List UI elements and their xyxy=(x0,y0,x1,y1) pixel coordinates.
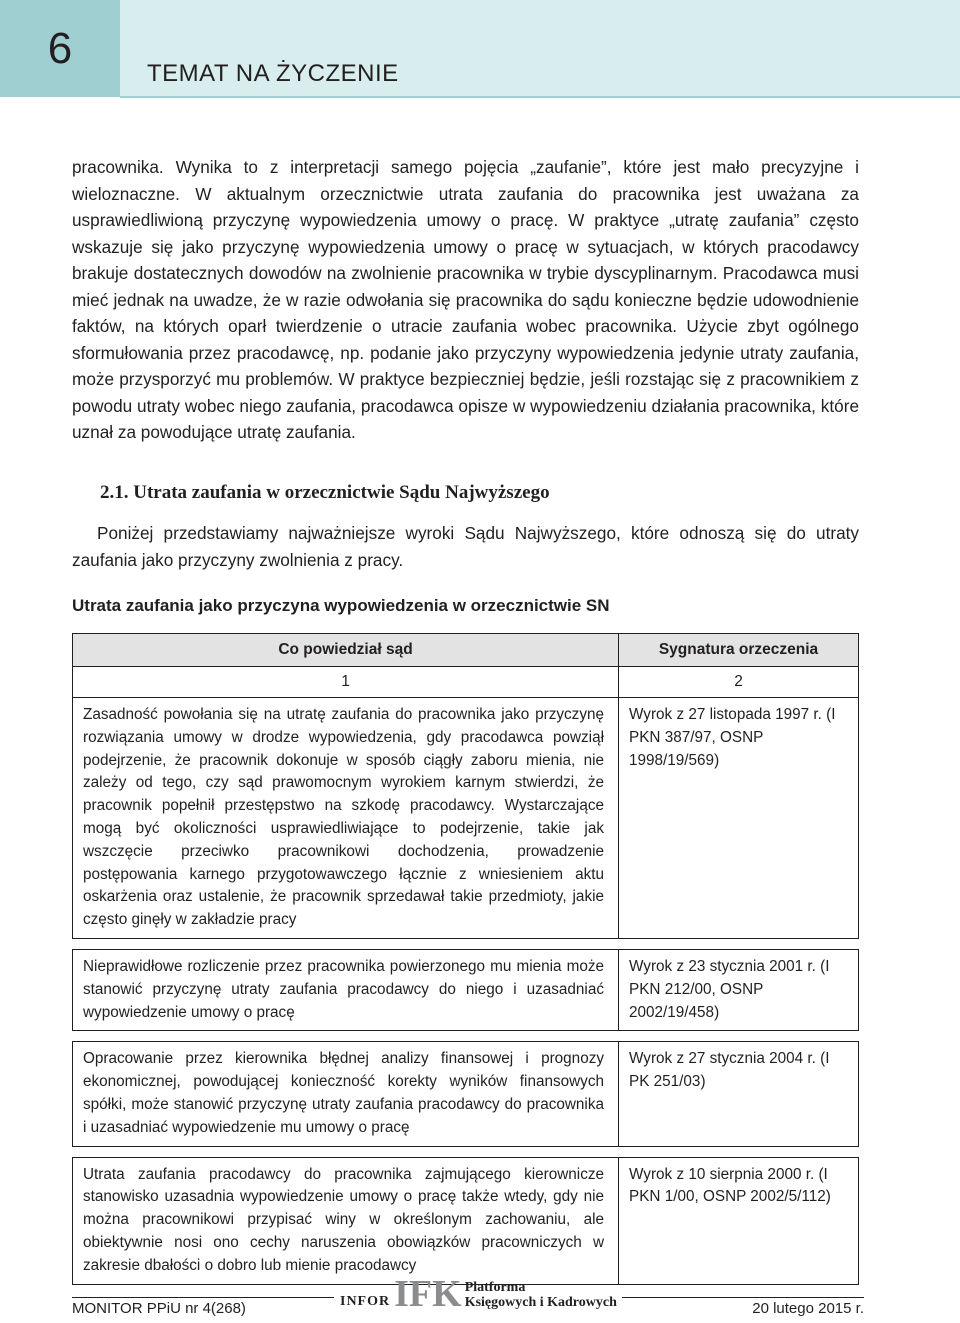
footer-date: 20 lutego 2015 r. xyxy=(752,1300,864,1317)
header-divider xyxy=(120,96,960,98)
column-number-row xyxy=(73,667,859,698)
table-row xyxy=(73,1157,859,1284)
column-number-2: 2 xyxy=(619,667,859,698)
ruling-text: Opracowanie przez kierownika błędnej analizy finansowej i prognozy ekonomicznej, powodującej konieczność korekty wyników finansowych spółki, może stanowić przyczynę utraty zaufania pracodawcy do pracownika i uzasadniać wypowiedzenie mu umowy o pracę xyxy=(73,1042,619,1146)
ruling-text: Nieprawidłowe rozliczenie przez pracownika powierzonego mu mienia może stanowić przyczynę utraty zaufania pracodawcy do niego i uzasadniać wypowiedzenie umowy o pracę xyxy=(73,949,619,1030)
footer-publication: MONITOR PPiU nr 4(268) xyxy=(72,1300,246,1317)
paragraph-text: Poniżej przedstawiamy najważniejsze wyroki Sądu Najwyższego, które odnoszą się do utraty zaufania jako przyczyny zwolnienia z pracy. xyxy=(72,523,859,570)
table-title: Utrata zaufania jako przyczyna wypowiedzenia w orzecznictwie SN xyxy=(72,596,610,615)
header-band xyxy=(0,0,960,97)
logo-line-2: Księgowych i Kadrowych xyxy=(464,1295,617,1310)
subheading: 2.1. Utrata zaufania w orzecznictwie Sądu Najwyższego xyxy=(100,482,550,503)
ruling-text: Utrata zaufania pracodawcy do pracownika zajmującego kierownicze stanowisko uzasadnia wypowiedzenie umowy o pracę także wtedy, gdy nie można pracownikowi przypisać winy w określonym zachowaniu, ale obiektywnie nosi ono cechy naruszenia obowiązków pracowniczych w zakresie dbałości o dobro lub mienie pracodawcy xyxy=(73,1157,619,1284)
ruling-signature: Wyrok z 27 listopada 1997 r. (I PKN 387/97, OSNP 1998/19/569) xyxy=(619,698,859,939)
page-number-box xyxy=(0,0,120,97)
table-row-gap xyxy=(73,938,859,949)
body-paragraph-2 xyxy=(72,520,859,573)
ruling-signature: Wyrok z 23 stycznia 2001 r. (I PKN 212/00, OSNP 2002/19/458) xyxy=(619,949,859,1030)
row-spacer xyxy=(73,1146,859,1157)
rulings-table xyxy=(72,633,859,1285)
table-header-row xyxy=(73,634,859,667)
ruling-signature: Wyrok z 10 sierpnia 2000 r. (I PKN 1/00, OSNP 2002/5/112) xyxy=(619,1157,859,1284)
table-row xyxy=(73,949,859,1030)
table-row xyxy=(73,698,859,939)
table-row xyxy=(73,1042,859,1146)
logo-text xyxy=(465,1280,617,1310)
row-spacer xyxy=(73,1031,859,1042)
table-row-gap xyxy=(73,1031,859,1042)
ruling-signature: Wyrok z 27 stycznia 2004 r. (I PK 251/03) xyxy=(619,1042,859,1146)
column-header-ruling: Co powiedział sąd xyxy=(73,634,619,667)
table-row-gap xyxy=(73,1146,859,1157)
body-paragraph-1 xyxy=(72,154,859,446)
column-header-signature: Sygnatura orzeczenia xyxy=(619,634,859,667)
publisher-logo xyxy=(340,1273,617,1315)
logo-infor: INFOR xyxy=(340,1294,391,1309)
section-title: TEMAT NA ŻYCZENIE xyxy=(147,60,399,87)
page-number: 6 xyxy=(47,23,73,73)
ruling-text: Zasadność powołania się na utratę zaufania do pracownika jako przyczynę rozwiązania umowy w drodze wypowiedzenia, gdy pracodawca powziął podejrzenie, że pracownik dokonuje w sposób ciągły zaboru mienia, nie zależy od tego, czy sąd prawomocnym wyrokiem karnym stwierdzi, że pracownik popełnił przestępstwo na szkodę pracodawcy. Wystarczające mogą być okoliczności usprawiedliwiające to podejrzenie, takie jak wszczęcie przeciwko pracownikowi dochodzenia, prowadzenie postępowania karnego przygotowawczego łącznie z wniesieniem aktu oskarżenia oraz ustalenie, że pracownik sprzedawał takie przedmioty, jakie często ginęły w zakładzie pracy xyxy=(73,698,619,939)
paragraph-text: pracownika. Wynika to z interpretacji samego pojęcia „zaufanie”, które jest mało precyzyjne i wieloznaczne. W aktualnym orzecznictwie utrata zaufania do pracownika jest uważana za usprawiedliwioną przyczynę wypowiedzenia umowy o pracę. W praktyce „utratę zaufania” często wskazuje się jako przyczynę wypowiedzenia umowy o pracę w sytuacjach, w których pracodawcy brakuje dostatecznych dowodów na zwolnienie pracownika w trybie dyscyplinarnym. Pracodawca musi mieć jednak na uwadze, że w razie odwołania się pracownika do sądu konieczne będzie udowodnienie faktów, na których oparł twierdzenie o utracie zaufania wobec pracownika. Użycie zbyt ogólnego sformułowania przez pracodawcę, np. podanie jako przyczyny wypowiedzenia jedynie utraty zaufania, może przysporzyć mu problemów. W praktyce bezpieczniej będzie, jeśli rozstając się z pracownikiem z powodu utraty wobec niego zaufania, pracodawca opisze w wypowiedzeniu działania pracownika, które uznał za powodujące utratę zaufania. xyxy=(72,157,859,442)
column-number-1: 1 xyxy=(73,667,619,698)
logo-line-1: Platforma xyxy=(464,1280,526,1295)
row-spacer xyxy=(73,938,859,949)
footer-rule-right xyxy=(622,1297,864,1298)
footer-rule-left xyxy=(72,1297,334,1298)
logo-ifk: IFK xyxy=(394,1273,462,1315)
